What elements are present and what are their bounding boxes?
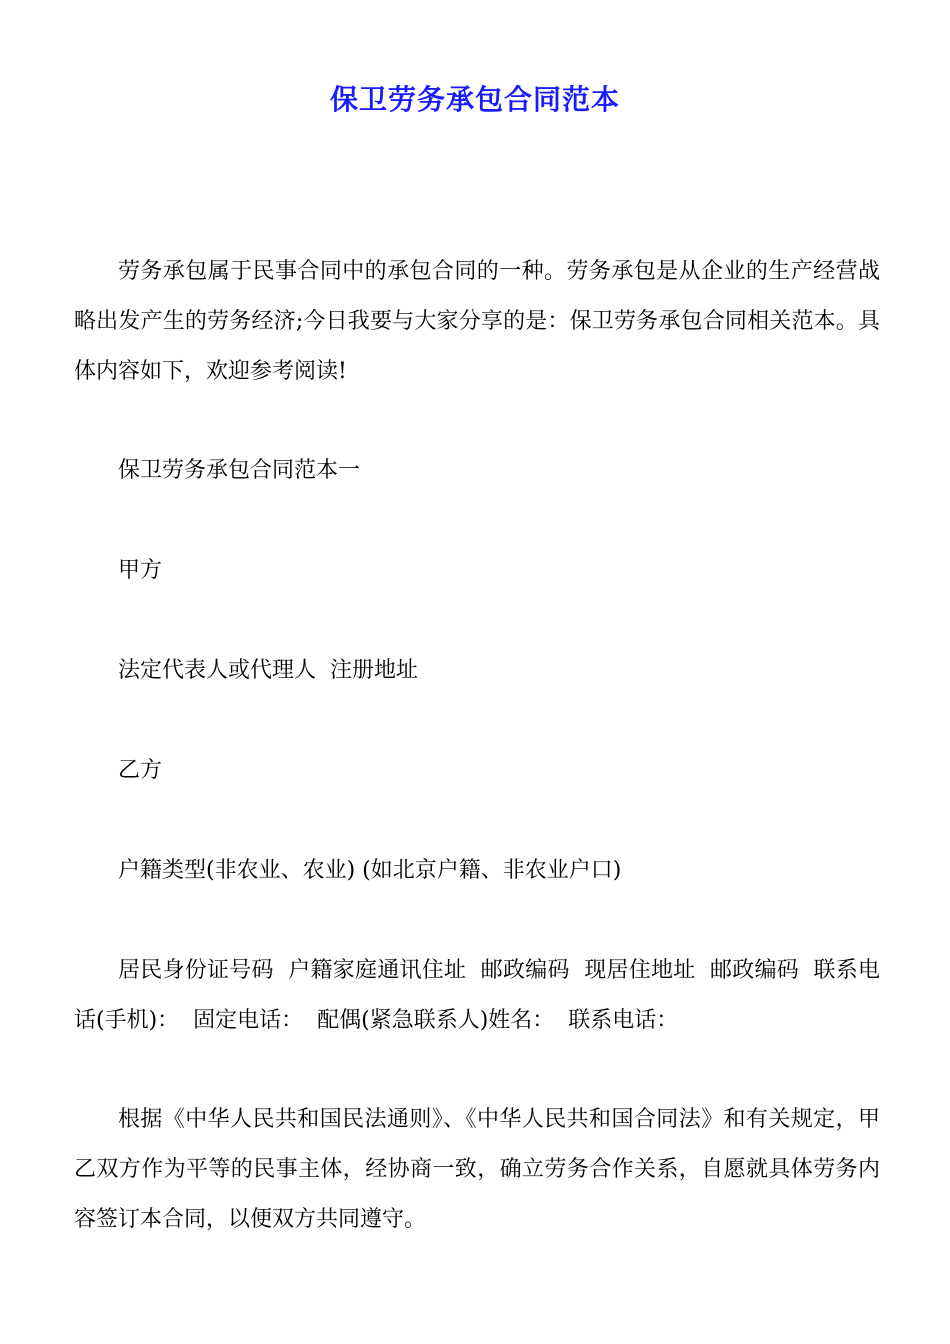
party-a-label: 甲方 xyxy=(118,558,163,583)
document-title: 保卫劳务承包合同范本 xyxy=(329,83,620,116)
legal-representative-line: 法定代表人或代理人 注册地址 xyxy=(118,658,418,683)
identity-contact-paragraph: 居民身份证号码 户籍家庭通讯住址 邮政编码 现居住地址 邮政编码 联系电话(手机)： 固定电话： 配偶(紧急联系人)姓名： 联系电话： xyxy=(74,958,880,1033)
section-heading: 保卫劳务承包合同范本一 xyxy=(118,458,361,483)
household-type-line: 户籍类型(非农业、农业) (如北京户籍、非农业户口) xyxy=(118,858,622,883)
party-b-label: 乙方 xyxy=(118,758,163,783)
intro-paragraph: 劳务承包属于民事合同中的承包合同的一种。劳务承包是从企业的生产经营战略出发产生的劳务经济;今日我要与大家分享的是：保卫劳务承包合同相关范本。具体内容如下，欢迎参考阅读! xyxy=(74,259,880,384)
legal-basis-paragraph: 根据《中华人民共和国民法通则》、《中华人民共和国合同法》和有关规定，甲乙双方作为平等的民事主体，经协商一致，确立劳务合作关系，自愿就具体劳务内容签订本合同，以便双方共同遵守。 xyxy=(74,1107,880,1232)
